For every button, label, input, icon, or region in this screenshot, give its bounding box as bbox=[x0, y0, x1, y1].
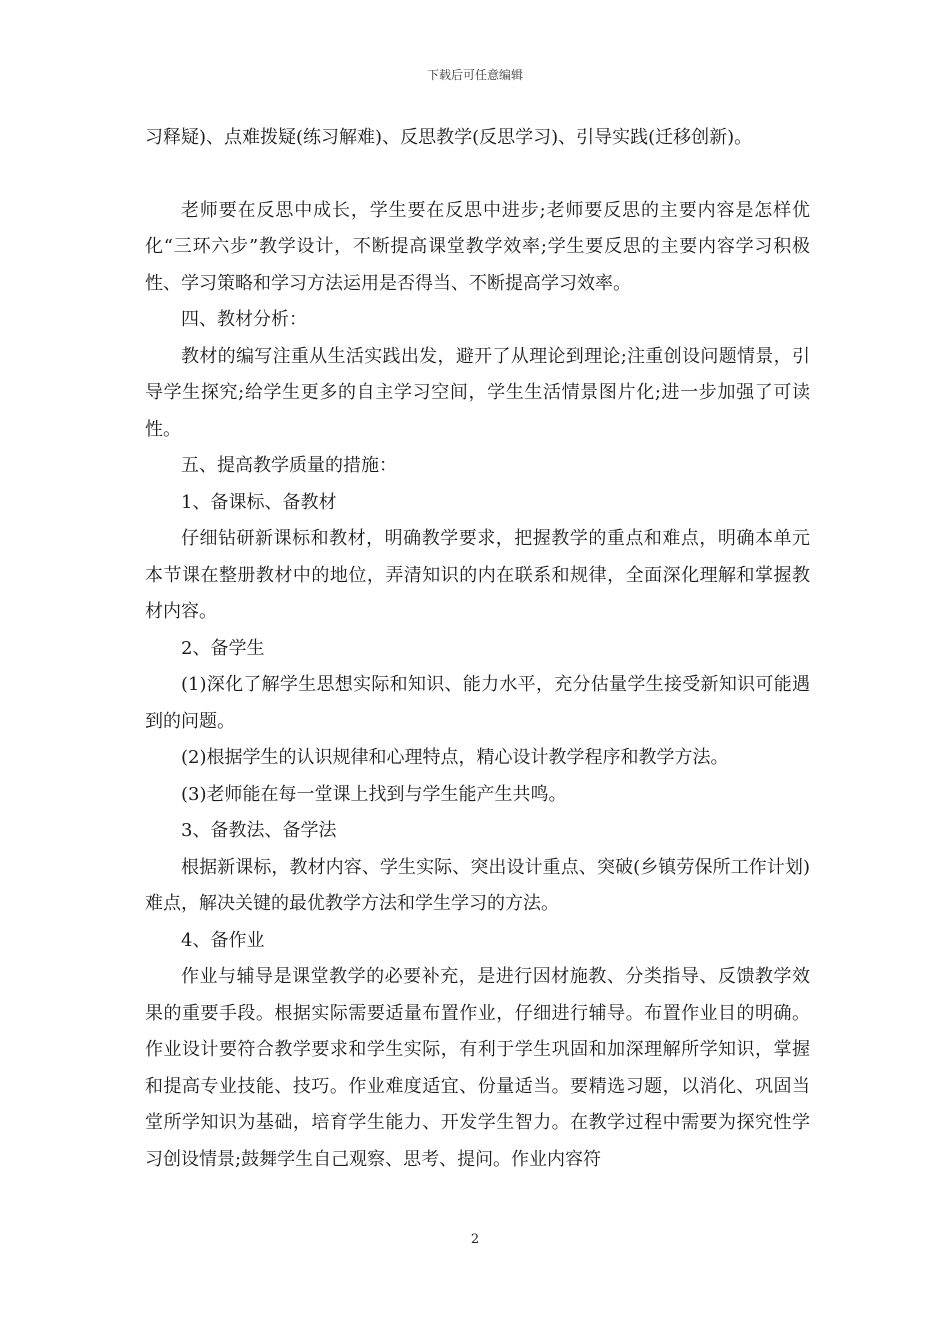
list-item-students-3: (3)老师能在每一堂课上找到与学生能产生共鸣。 bbox=[181, 783, 567, 805]
subheading-curriculum: 1、备课标、备教材 bbox=[181, 491, 337, 513]
page-number: 2 bbox=[470, 1232, 480, 1247]
list-item-students-2: (2)根据学生的认识规律和心理特点，精心设计教学程序和教学方法。 bbox=[181, 747, 729, 768]
subheading-students: 2、备学生 bbox=[181, 637, 265, 659]
paragraph-methods: 根据新课标，教材内容、学生实际、突出设计重点、突破(乡镇劳保所工作计划)难点，解决关键的最优教学方法和学生学习的方法。 bbox=[145, 856, 810, 914]
list-item-students-1: (1)深化了解学生思想实际和知识、能力水平，充分估量学生接受新知识可能遇到的问题。 bbox=[145, 674, 810, 732]
section-heading-textbook-analysis: 四、教材分析： bbox=[181, 309, 307, 330]
section-heading-quality-measures: 五、提高教学质量的措施： bbox=[181, 455, 397, 476]
paragraph-curriculum: 仔细钻研新课标和教材，明确教学要求，把握教学的重点和难点，明确本单元本节课在整册教材中的地位，弄清知识的内在联系和规律，全面深化理解和掌握教材内容。 bbox=[145, 528, 810, 622]
subheading-methods: 3、备教法、备学法 bbox=[181, 820, 337, 841]
paragraph-gap bbox=[145, 157, 810, 193]
paragraph-textbook-analysis: 教材的编写注重从生活实践出发，避开了从理论到理论;注重创设问题情景，引导学生探究;给学生更多的自主学习空间，学生生活情景图片化;进一步加强了可读性。 bbox=[145, 345, 810, 440]
page-header: 下载后可任意编辑 bbox=[426, 68, 523, 82]
paragraph-continuation: 习释疑)、点难拨疑(练习解难)、反思教学(反思学习)、引导实践(迁移创新)。 bbox=[145, 127, 753, 148]
document-body bbox=[145, 120, 810, 1178]
paragraph-homework: 作业与辅导是课堂教学的必要补充，是进行因材施教、分类指导、反馈教学效果的重要手段。根据实际需要适量布置作业，仔细进行辅导。布置作业目的明确。作业设计要符合教学要求和学生实际，有利于学生巩固和加深理解所学知识，掌握和提高专业技能、技巧。作业难度适宜、份量适当。要精选习题，以消化、巩固当堂所学知识为基础，培育学生能力、开发学生智力。在教学过程中需要为探究性学习创设情景;鼓舞学生自己观察、思考、提问。作业内容符 bbox=[145, 966, 810, 1170]
paragraph-reflection: 老师要在反思中成长，学生要在反思中进步;老师要反思的主要内容是怎样优化“三环六步”教学设计，不断提高课堂教学效率;学生要反思的主要内容学习积极性、学习策略和学习方法运用是否得当、不断提高学习效率。 bbox=[145, 199, 810, 294]
subheading-homework: 4、备作业 bbox=[181, 929, 265, 951]
